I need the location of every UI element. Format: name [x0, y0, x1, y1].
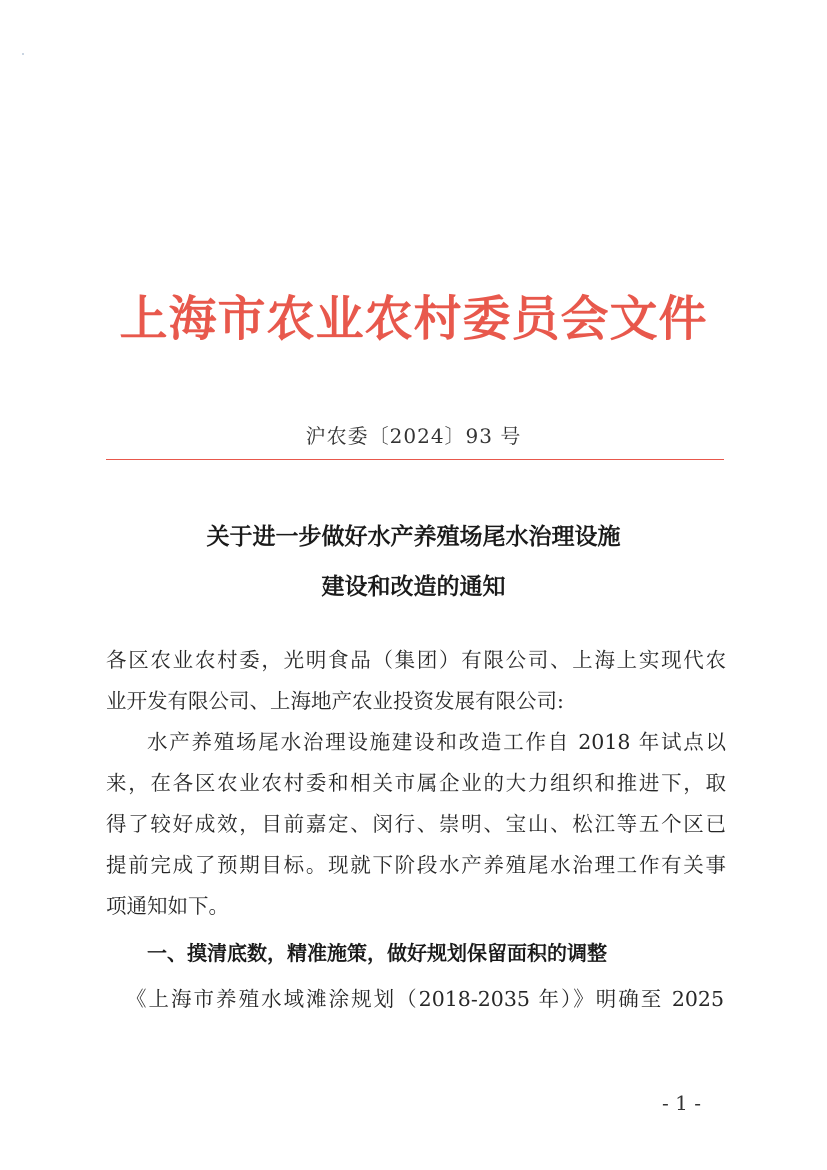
paragraph-2 — [126, 979, 724, 1020]
scan-speck — [22, 53, 24, 55]
paragraph-line: 项通知如下。 — [106, 894, 229, 918]
paragraph-1 — [106, 722, 726, 927]
page-number: - 1 - — [662, 1091, 701, 1115]
header-divider-line — [106, 459, 724, 460]
paragraph-line: 《上海市养殖水域滩涂规划（2018-2035 年）》明确至 2025 — [126, 987, 724, 1011]
addressee-block — [106, 640, 726, 722]
paragraph-line: 来，在各区农业农村委和相关市属企业的大力组织和推进下，取 — [106, 771, 726, 795]
addressee-line: 各区农业农村委，光明食品（集团）有限公司、上海上实现代农 — [106, 648, 726, 672]
paragraph-line: 提前完成了预期目标。现就下阶段水产养殖尾水治理工作有关事 — [106, 853, 726, 877]
document-number: 沪农委〔2024〕93 号 — [305, 424, 522, 448]
addressee-line: 业开发有限公司、上海地产农业投资发展有限公司: — [106, 689, 564, 713]
notice-title-line-2: 建设和改造的通知 — [321, 573, 506, 600]
paragraph-line: 水产养殖场尾水治理设施建设和改造工作自 2018 年试点以 — [147, 730, 726, 754]
section-1-heading: 一、摸清底数，精准施策，做好规划保留面积的调整 — [147, 941, 607, 965]
issuer-header-title: 上海市农业农村委员会文件 — [119, 291, 708, 347]
paragraph-line: 得了较好成效，目前嘉定、闵行、崇明、宝山、松江等五个区已 — [106, 812, 726, 836]
notice-title-line-1: 关于进一步做好水产养殖场尾水治理设施 — [206, 523, 621, 550]
